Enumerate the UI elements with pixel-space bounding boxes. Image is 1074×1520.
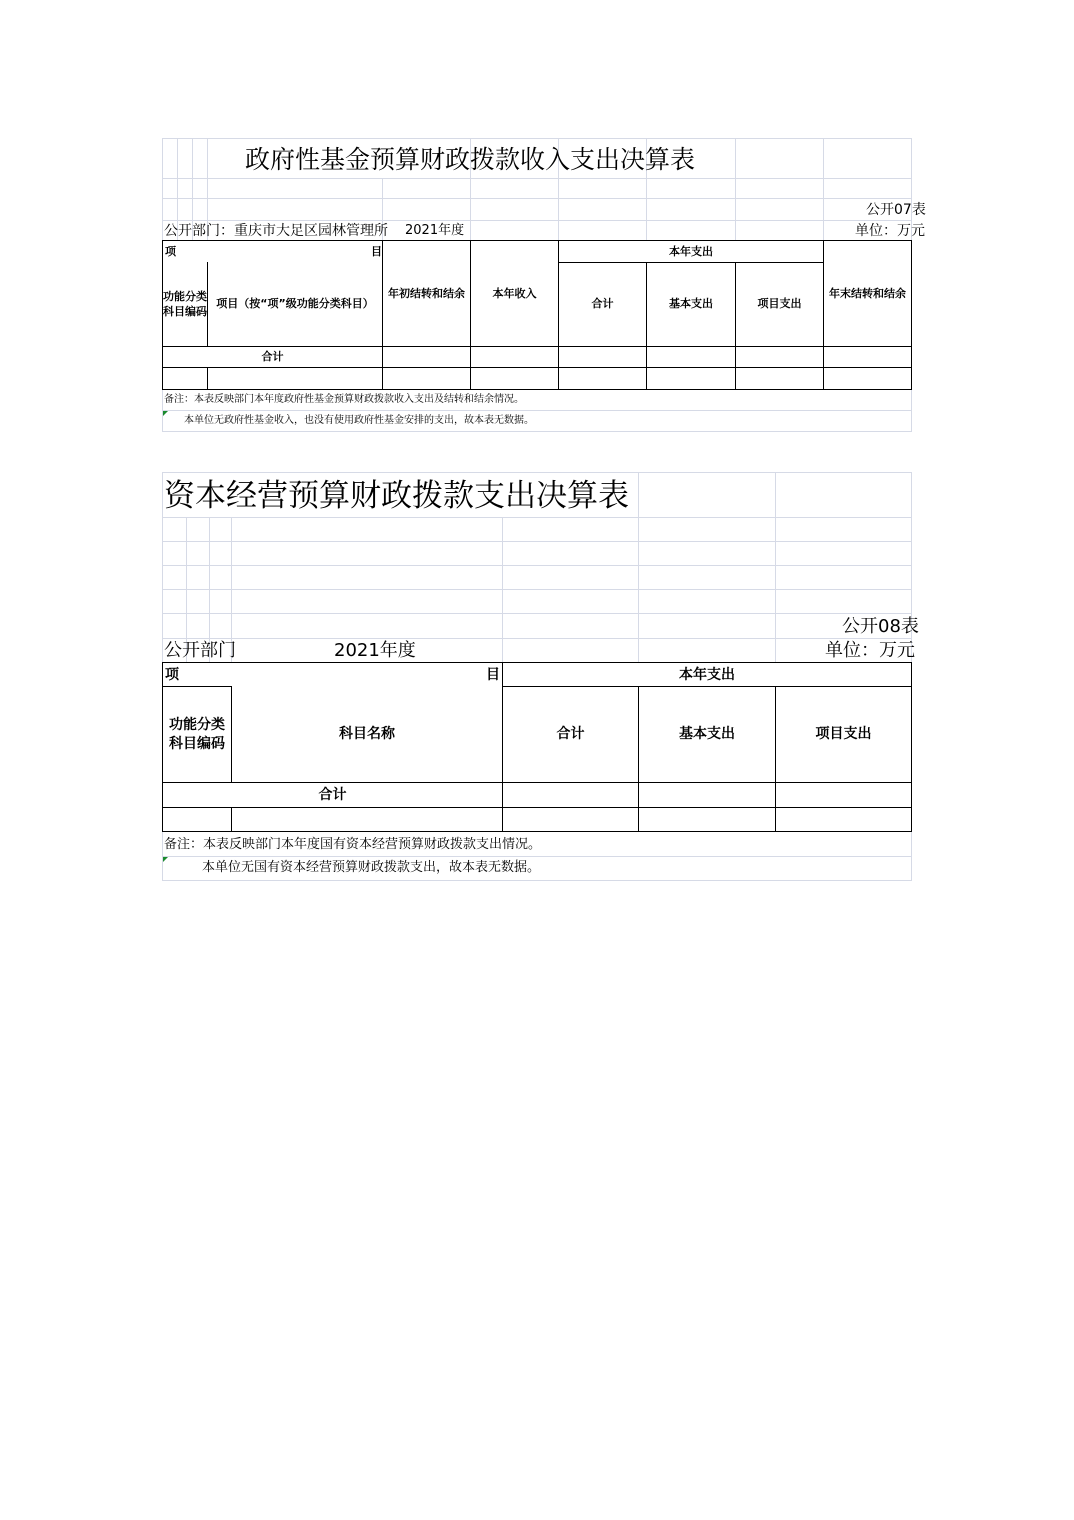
table1-note1: 备注：本表反映部门本年度政府性基金预算财政拨款收入支出及结转和结余情况。: [164, 394, 524, 405]
table1-header-income: 本年收入: [492, 287, 537, 300]
table1-header-end-balance: 年末结转和结余: [829, 287, 906, 300]
table2-header-subject-name: 科目名称: [339, 726, 395, 742]
table2-code: 公开08表: [842, 616, 919, 637]
table1-title: 政府性基金预算财政拨款收入支出决算表: [245, 145, 696, 174]
table2-year: 2021年度: [334, 640, 416, 661]
table1-header-item-left: 项: [165, 245, 176, 258]
table2-header-basic: 基本支出: [679, 726, 735, 742]
table1-total-row-label: 合计: [261, 350, 284, 363]
table2-note1: 备注：本表反映部门本年度国有资本经营预算财政拨款支出情况。: [164, 837, 542, 852]
table1-header-func-code-line1: 功能分类: [163, 290, 207, 303]
table1-header-item-name: 项目（按“项”级功能分类科目）: [216, 297, 374, 310]
table2-header-expense-group: 本年支出: [679, 667, 735, 683]
table1-dept: 公开部门：重庆市大足区园林管理所: [164, 223, 388, 239]
table1-header-total: 合计: [591, 297, 614, 310]
table2-title: 资本经营预算财政拨款支出决算表: [164, 478, 629, 514]
table2-header-total: 合计: [556, 726, 585, 742]
table1-year: 2021年度: [405, 223, 465, 238]
table1-header-begin-balance: 年初结转和结余: [388, 287, 465, 300]
table1-header-func-code-line2: 科目编码: [163, 305, 207, 318]
table2-dept: 公开部门: [164, 640, 236, 661]
table1-note2: 本单位无政府性基金收入，也没有使用政府性基金安排的支出，故本表无数据。: [184, 415, 534, 426]
table1-unit: 单位：万元: [855, 223, 925, 239]
table1-header-project: 项目支出: [757, 297, 802, 310]
table2-header-project: 项目支出: [815, 726, 872, 742]
table1-header-basic: 基本支出: [669, 297, 713, 310]
table2-note2: 本单位无国有资本经营预算财政拨款支出，故本表无数据。: [202, 860, 541, 875]
table1-header-item-right: 目: [371, 245, 382, 258]
table2-total-row-label: 合计: [318, 787, 347, 803]
table2-header-func-code-line2: 科目编码: [169, 736, 225, 752]
table2-header-item-left: 项: [165, 667, 179, 683]
table2-unit: 单位：万元: [825, 640, 915, 661]
table2-comment-marker: [163, 857, 168, 862]
table2-header-item-right: 目: [486, 667, 500, 683]
table1-code: 公开07表: [866, 202, 926, 218]
table2-header-func-code-line1: 功能分类: [169, 717, 225, 733]
table1-header-expense-group: 本年支出: [669, 245, 713, 258]
